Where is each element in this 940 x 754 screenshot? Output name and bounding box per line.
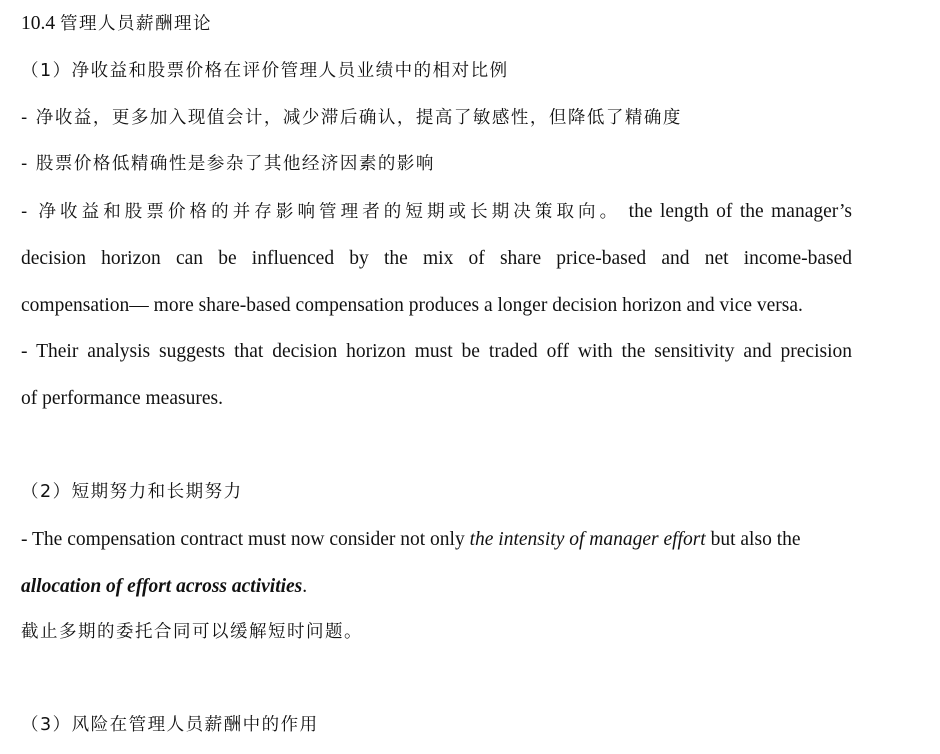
bullet-compensation-text-a: - The compensation contract must now consider not only (21, 529, 470, 550)
subsection-heading-3 (21, 712, 852, 738)
section-number: 10.4 (21, 13, 56, 34)
document-page (21, 0, 852, 754)
bullet-compensation-contract-line1 (21, 527, 852, 553)
section-heading (21, 11, 852, 37)
bullet-share-price: - 股票价格低精确性是参杂了其他经济因素的影响 (21, 154, 435, 174)
bullet-compensation-bolditalic: allocation of effort across activities (21, 576, 303, 597)
subsection-1-prefix: （1） (21, 61, 72, 81)
bullet-decision-horizon-line2: decision horizon can be influenced by the mix of share price-based and net income-based (21, 248, 852, 269)
bullet-compensation-contract-line2 (21, 574, 852, 600)
bullet-compensation-end: . (302, 576, 308, 597)
subsection-heading-2 (21, 479, 852, 505)
bullet-analysis-line1: - Their analysis suggests that decision horizon must be traded off with the sensitivity and precision (21, 341, 852, 362)
subsection-2-prefix: （2） (21, 482, 72, 502)
subsection-2-title: 短期努力和长期努力 (71, 482, 243, 502)
bullet-decision-horizon-en1: the length of the manager’s (628, 201, 852, 222)
subsection-1-title: 净收益和股票价格在评价管理人员业绩中的相对比例 (71, 61, 509, 81)
bullet-decision-horizon-line1 (21, 199, 852, 225)
subsection-3-title: 风险在管理人员薪酬中的作用 (71, 715, 319, 735)
section-title: 管理人员薪酬理论 (60, 14, 212, 34)
note-multiperiod-contract: 截止多期的委托合同可以缓解短时问题。 (21, 622, 363, 642)
bullet-compensation-italic: the intensity of manager effort (469, 529, 706, 550)
subsection-3-prefix: （3） (21, 715, 72, 735)
bullet-decision-horizon-line3: compensation— more share-based compensation produces a longer decision horizon and vice versa. (21, 295, 803, 316)
bullet-net-income: - 净收益，更多加入现值会计，减少滞后确认，提高了敏感性，但降低了精确度 (21, 108, 682, 128)
subsection-heading-1 (21, 58, 852, 84)
bullet-decision-horizon-cn: - 净收益和股票价格的并存影响管理者的短期或长期决策取向。 (21, 202, 622, 222)
bullet-analysis-line2: of performance measures. (21, 388, 223, 409)
bullet-compensation-text-b: but also the (705, 529, 801, 550)
